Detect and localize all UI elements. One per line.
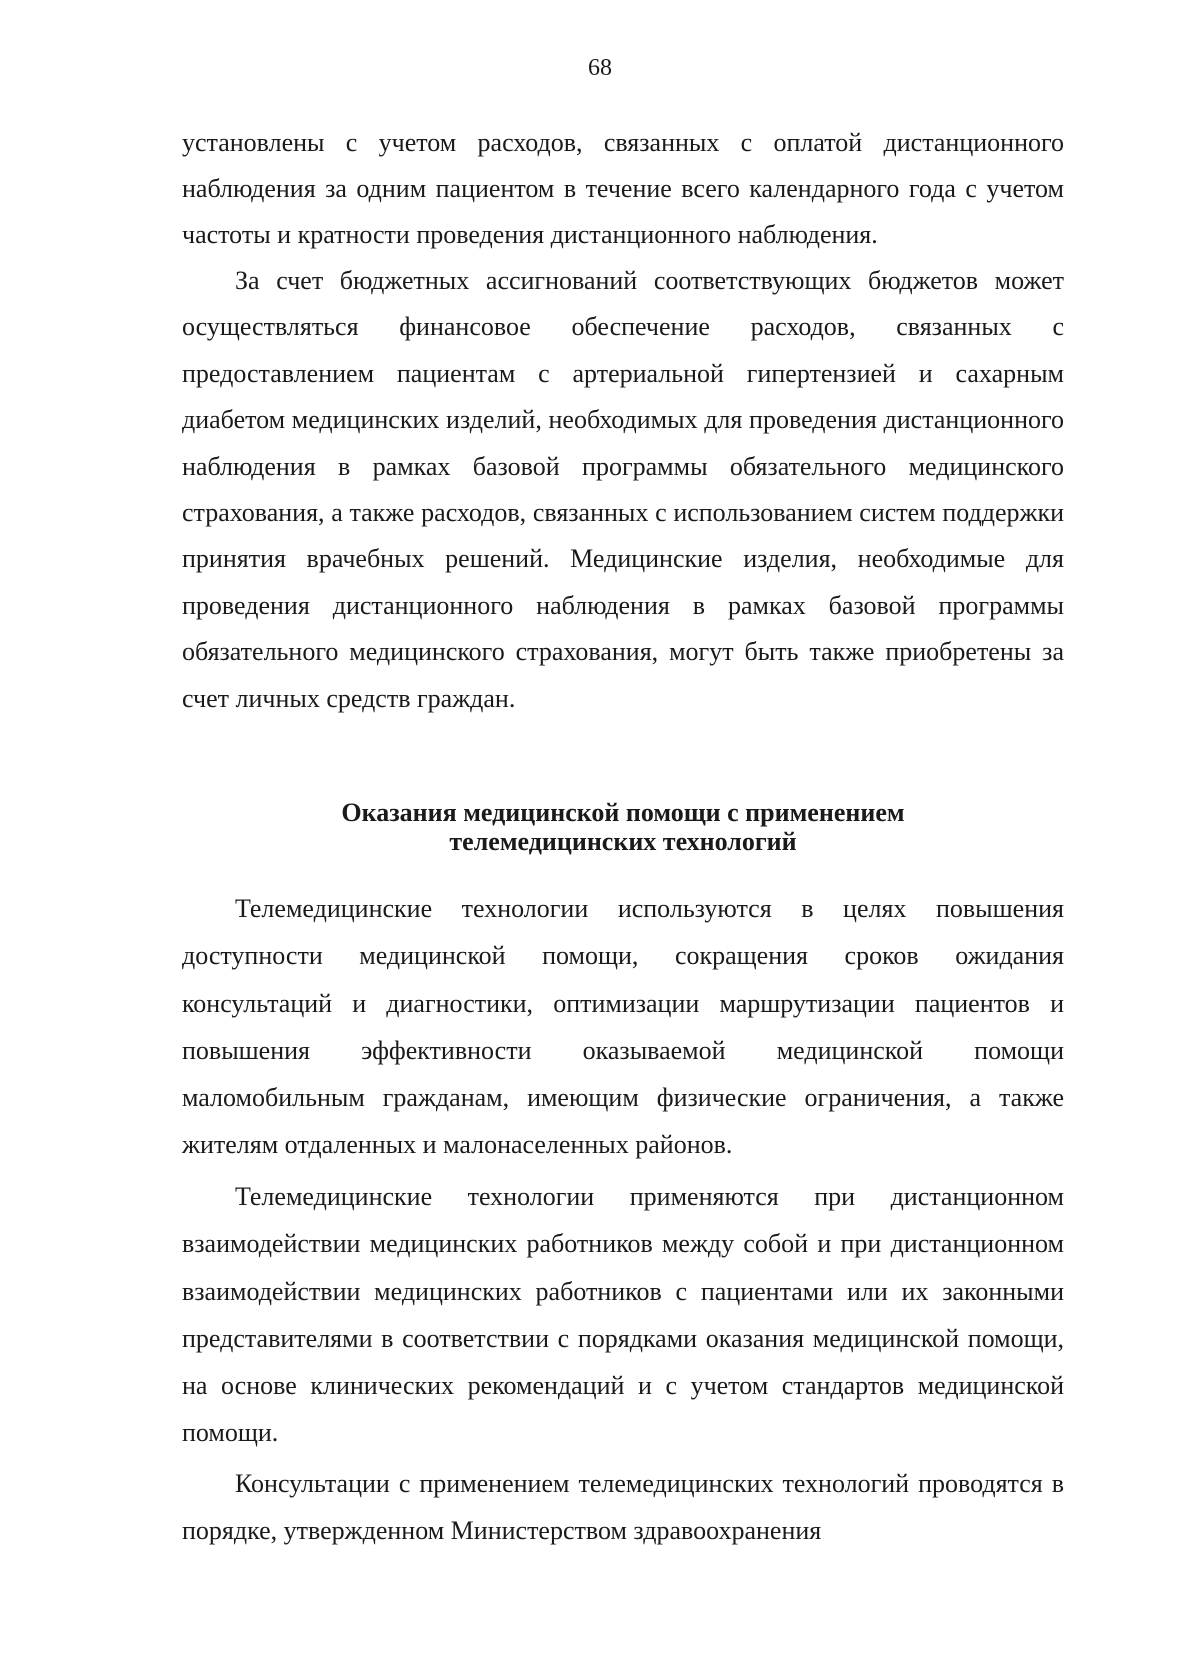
paragraph-budget-financing: [182, 258, 1064, 722]
paragraph-text: Телемедицинские технологии используются в целях повышения доступности медицинской помощи, сокращения сроков ожидания консультаций и диагностики, оптимизации маршрутизации пациентов и повышения эффективности оказываемой медицинской помощи маломобильным гражданам, имеющим физические ограничения, а также жителям отдаленных и малонаселенных районов.: [182, 894, 1064, 1160]
paragraph-text: установлены с учетом расходов, связанных с оплатой дистанционного наблюдения за одним пациентом в течение всего календарного года с учетом частоты и кратности проведения дистанционного наблюдения.: [182, 128, 1064, 249]
paragraph-text: За счет бюджетных ассигнований соответствующих бюджетов может осуществляться финансовое обеспечение расходов, связанных с предоставлением пациентам с артериальной гипертензией и сахарным диабетом медицинских изделий, необходимых для проведения дистанционного наблюдения в рамках базовой программы обязательного медицинского страхования, а также расходов, связанных с использованием систем поддержки принятия врачебных решений. Медицинские изделия, необходимые для проведения дистанционного наблюдения в рамках базовой программы обязательного медицинского страхования, могут быть также приобретены за счет личных средств граждан.: [182, 266, 1064, 713]
page-number: 68: [588, 55, 612, 81]
paragraph-telemedicine-application: [182, 1173, 1064, 1457]
paragraph-text: Телемедицинские технологии применяются при дистанционном взаимодействии медицинских работников между собой и при дистанционном взаимодействии медицинских работников с пациентами или их законными представителями в соответствии с порядками оказания медицинской помощи, на основе клинических рекомендаций и с учетом стандартов медицинской помощи.: [182, 1182, 1064, 1448]
paragraph-text: Консультации с применением телемедицинских технологий проводятся в порядке, утвержденном Министерством здравоохранения: [182, 1469, 1064, 1545]
paragraph-consultations: [182, 1460, 1064, 1554]
section-heading: [182, 798, 1064, 856]
paragraph-telemedicine-purpose: [182, 885, 1064, 1169]
section-heading-line-1: Оказания медицинской помощи с применением: [341, 798, 905, 827]
section-heading-line-2: телемедицинских технологий: [449, 827, 797, 856]
paragraph-continuation: [182, 120, 1064, 258]
